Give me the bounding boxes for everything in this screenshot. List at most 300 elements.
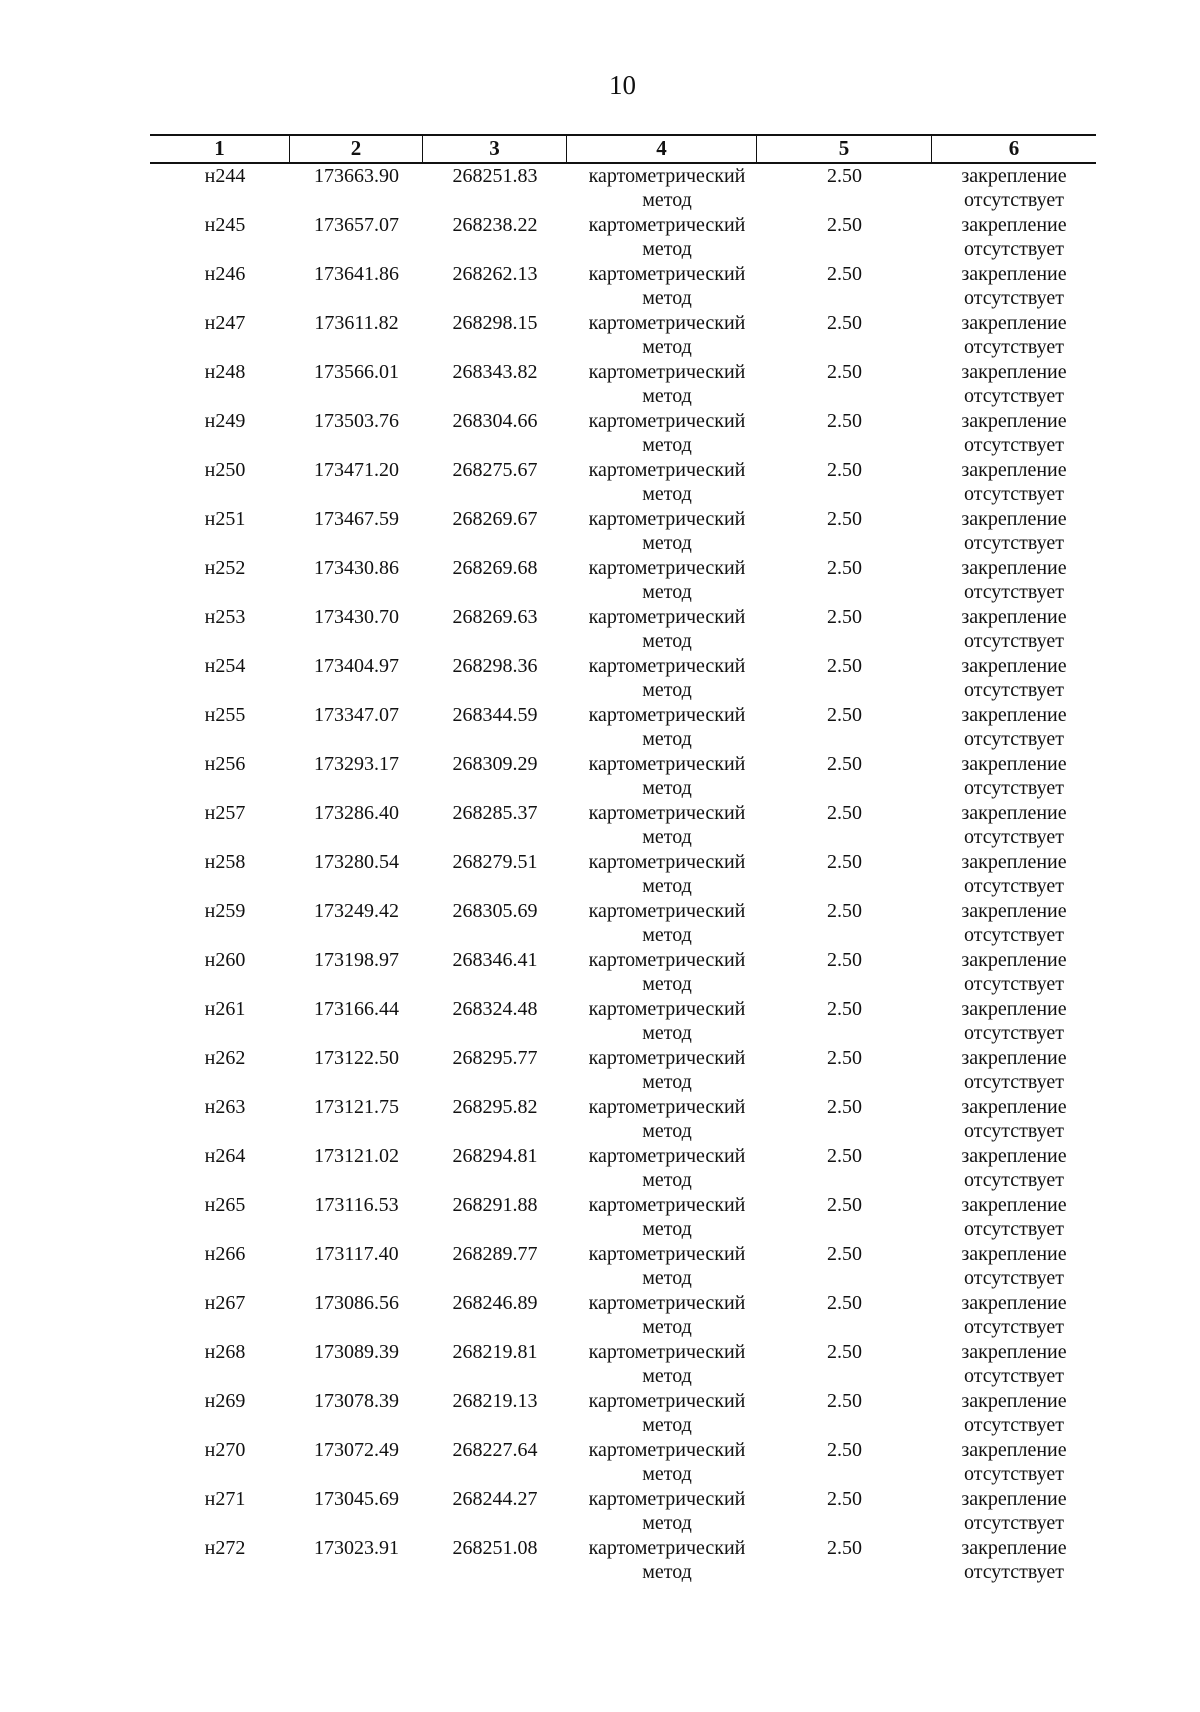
method-cell [567, 605, 757, 654]
fixing-cell [932, 605, 1096, 654]
method-cell [567, 164, 757, 213]
point-text: н262 [204, 1047, 246, 1069]
x-coordinate-text: 173078.39 [314, 1390, 399, 1412]
method-text: метод [642, 238, 692, 260]
point-text: н268 [204, 1341, 246, 1363]
fixing-cell [932, 752, 1096, 801]
method-cell [567, 213, 757, 262]
method-cell [567, 1144, 757, 1193]
method-text: метод [642, 875, 692, 897]
point-cell [150, 997, 290, 1046]
method-text: картометрический [588, 1390, 746, 1412]
x-coordinate-cell [290, 360, 423, 409]
method-text: картометрический [588, 1194, 746, 1216]
method-text: картометрический [588, 1537, 746, 1559]
table-row [150, 458, 1096, 507]
accuracy-text: 2.50 [827, 1145, 862, 1167]
fixing-cell [932, 1536, 1096, 1585]
x-coordinate-text: 173641.86 [314, 263, 399, 285]
method-text: картометрический [588, 753, 746, 775]
table-header [150, 134, 1096, 164]
accuracy-cell [757, 1193, 932, 1242]
x-coordinate-cell [290, 801, 423, 850]
y-coordinate-cell [423, 1438, 567, 1487]
accuracy-text: 2.50 [827, 508, 862, 530]
y-coordinate-text: 268298.15 [452, 312, 538, 334]
point-cell [150, 801, 290, 850]
accuracy-cell [757, 164, 932, 213]
method-cell [567, 1095, 757, 1144]
accuracy-cell [757, 948, 932, 997]
fixing-text: закрепление [961, 851, 1067, 873]
point-text: н246 [204, 263, 246, 285]
fixing-cell [932, 458, 1096, 507]
header-col-6: 6 [1008, 136, 1020, 160]
y-coordinate-text: 268269.63 [452, 606, 538, 628]
method-cell [567, 850, 757, 899]
y-coordinate-text: 268227.64 [452, 1439, 538, 1461]
fixing-cell [932, 899, 1096, 948]
point-text: н271 [204, 1488, 246, 1510]
fixing-cell [932, 654, 1096, 703]
fixing-text: закрепление [961, 263, 1067, 285]
y-coordinate-text: 268285.37 [452, 802, 538, 824]
accuracy-text: 2.50 [827, 655, 862, 677]
y-coordinate-text: 268305.69 [452, 900, 538, 922]
method-cell [567, 409, 757, 458]
fixing-cell [932, 1242, 1096, 1291]
fixing-cell [932, 1438, 1096, 1487]
y-coordinate-cell [423, 850, 567, 899]
method-cell [567, 703, 757, 752]
y-coordinate-text: 268324.48 [452, 998, 538, 1020]
fixing-text: закрепление [961, 753, 1067, 775]
method-text: картометрический [588, 557, 746, 579]
method-cell [567, 1340, 757, 1389]
fixing-text: закрепление [961, 1341, 1067, 1363]
x-coordinate-cell [290, 507, 423, 556]
method-text: метод [642, 1218, 692, 1240]
point-cell [150, 1487, 290, 1536]
fixing-text: отсутствует [963, 287, 1065, 309]
x-coordinate-text: 173117.40 [314, 1243, 399, 1265]
method-text: картометрический [588, 1292, 746, 1314]
fixing-cell [932, 1487, 1096, 1536]
x-coordinate-cell [290, 1095, 423, 1144]
point-cell [150, 948, 290, 997]
y-coordinate-text: 268269.68 [452, 557, 538, 579]
y-coordinate-text: 268246.89 [452, 1292, 538, 1314]
x-coordinate-cell [290, 556, 423, 605]
method-text: картометрический [588, 606, 746, 628]
fixing-cell [932, 997, 1096, 1046]
y-coordinate-text: 268251.83 [452, 165, 538, 187]
fixing-cell [932, 1291, 1096, 1340]
fixing-text: закрепление [961, 949, 1067, 971]
y-coordinate-cell [423, 948, 567, 997]
table-row [150, 213, 1096, 262]
method-text: картометрический [588, 508, 746, 530]
method-text: картометрический [588, 1096, 746, 1118]
fixing-cell [932, 409, 1096, 458]
x-coordinate-text: 173566.01 [314, 361, 399, 383]
table-row [150, 997, 1096, 1046]
x-coordinate-cell [290, 703, 423, 752]
accuracy-text: 2.50 [827, 1096, 862, 1118]
y-coordinate-text: 268289.77 [452, 1243, 538, 1265]
x-coordinate-text: 173122.50 [314, 1047, 399, 1069]
accuracy-cell [757, 1536, 932, 1585]
y-coordinate-cell [423, 507, 567, 556]
method-text: метод [642, 385, 692, 407]
point-cell [150, 1438, 290, 1487]
fixing-cell [932, 850, 1096, 899]
table-row [150, 752, 1096, 801]
point-cell [150, 1340, 290, 1389]
header-col-3: 3 [423, 136, 567, 162]
fixing-text: закрепление [961, 1488, 1067, 1510]
fixing-text: отсутствует [963, 532, 1065, 554]
accuracy-text: 2.50 [827, 1292, 862, 1314]
fixing-text: закрепление [961, 998, 1067, 1020]
x-coordinate-cell [290, 997, 423, 1046]
y-coordinate-cell [423, 654, 567, 703]
fixing-cell [932, 1193, 1096, 1242]
fixing-text: отсутствует [963, 1218, 1065, 1240]
y-coordinate-cell [423, 1487, 567, 1536]
fixing-text: закрепление [961, 1194, 1067, 1216]
table-row [150, 801, 1096, 850]
table-row [150, 1438, 1096, 1487]
accuracy-cell [757, 1095, 932, 1144]
method-text: метод [642, 434, 692, 456]
fixing-text: отсутствует [963, 1120, 1065, 1142]
y-coordinate-cell [423, 899, 567, 948]
point-text: н257 [204, 802, 246, 824]
method-text: картометрический [588, 949, 746, 971]
accuracy-cell [757, 850, 932, 899]
accuracy-cell [757, 654, 932, 703]
y-coordinate-text: 268251.08 [452, 1537, 538, 1559]
accuracy-cell [757, 360, 932, 409]
method-cell [567, 556, 757, 605]
fixing-cell [932, 703, 1096, 752]
fixing-text: отсутствует [963, 1512, 1065, 1534]
x-coordinate-text: 173116.53 [314, 1194, 399, 1216]
method-text: картометрический [588, 214, 746, 236]
y-coordinate-text: 268279.51 [452, 851, 538, 873]
y-coordinate-cell [423, 1242, 567, 1291]
method-text: метод [642, 1316, 692, 1338]
table-row [150, 507, 1096, 556]
table-row [150, 409, 1096, 458]
point-text: н249 [204, 410, 246, 432]
accuracy-text: 2.50 [827, 851, 862, 873]
x-coordinate-cell [290, 1536, 423, 1585]
y-coordinate-cell [423, 1193, 567, 1242]
x-coordinate-cell [290, 1193, 423, 1242]
method-text: метод [642, 1512, 692, 1534]
point-text: н272 [204, 1537, 246, 1559]
method-text: метод [642, 1414, 692, 1436]
y-coordinate-cell [423, 752, 567, 801]
accuracy-text: 2.50 [827, 1439, 862, 1461]
x-coordinate-text: 173023.91 [314, 1537, 399, 1559]
fixing-text: закрепление [961, 606, 1067, 628]
point-text: н270 [204, 1439, 246, 1461]
method-cell [567, 458, 757, 507]
accuracy-text: 2.50 [827, 361, 862, 383]
x-coordinate-cell [290, 1487, 423, 1536]
y-coordinate-cell [423, 360, 567, 409]
fixing-text: отсутствует [963, 924, 1065, 946]
accuracy-cell [757, 1389, 932, 1438]
y-coordinate-text: 268344.59 [452, 704, 538, 726]
y-coordinate-text: 268219.13 [452, 1390, 538, 1412]
table-row [150, 1487, 1096, 1536]
y-coordinate-cell [423, 556, 567, 605]
fixing-text: закрепление [961, 165, 1067, 187]
fixing-cell [932, 311, 1096, 360]
method-text: картометрический [588, 410, 746, 432]
method-cell [567, 899, 757, 948]
table-row [150, 850, 1096, 899]
x-coordinate-text: 173430.70 [314, 606, 399, 628]
x-coordinate-cell [290, 409, 423, 458]
method-text: картометрический [588, 165, 746, 187]
accuracy-cell [757, 1291, 932, 1340]
y-coordinate-cell [423, 311, 567, 360]
fixing-cell [932, 213, 1096, 262]
fixing-text: закрепление [961, 900, 1067, 922]
fixing-text: закрепление [961, 508, 1067, 530]
accuracy-text: 2.50 [827, 998, 862, 1020]
x-coordinate-cell [290, 1340, 423, 1389]
fixing-text: отсутствует [963, 875, 1065, 897]
y-coordinate-cell [423, 605, 567, 654]
point-cell [150, 752, 290, 801]
x-coordinate-text: 173121.02 [314, 1145, 399, 1167]
method-text: метод [642, 973, 692, 995]
point-cell [150, 556, 290, 605]
header-col-2: 2 [290, 136, 423, 162]
y-coordinate-text: 268238.22 [452, 214, 538, 236]
point-text: н269 [204, 1390, 246, 1412]
fixing-text: закрепление [961, 1292, 1067, 1314]
point-text: н263 [204, 1096, 246, 1118]
method-cell [567, 1242, 757, 1291]
fixing-text: отсутствует [963, 1071, 1065, 1093]
fixing-text: закрепление [961, 802, 1067, 824]
table-row [150, 899, 1096, 948]
accuracy-cell [757, 1438, 932, 1487]
x-coordinate-text: 173404.97 [314, 655, 399, 677]
point-cell [150, 1095, 290, 1144]
fixing-text: закрепление [961, 1047, 1067, 1069]
x-coordinate-text: 173503.76 [314, 410, 399, 432]
y-coordinate-text: 268275.67 [452, 459, 538, 481]
fixing-text: отсутствует [963, 1414, 1065, 1436]
point-text: н265 [204, 1194, 246, 1216]
method-text: картометрический [588, 1047, 746, 1069]
accuracy-cell [757, 605, 932, 654]
x-coordinate-text: 173611.82 [314, 312, 399, 334]
method-text: метод [642, 1169, 692, 1191]
fixing-text: отсутствует [963, 1316, 1065, 1338]
method-text: метод [642, 777, 692, 799]
fixing-text: закрепление [961, 557, 1067, 579]
table-body [150, 164, 1096, 1585]
fixing-text: закрепление [961, 1390, 1067, 1412]
x-coordinate-cell [290, 899, 423, 948]
point-cell [150, 899, 290, 948]
y-coordinate-cell [423, 213, 567, 262]
point-cell [150, 311, 290, 360]
method-text: метод [642, 1561, 692, 1583]
x-coordinate-cell [290, 262, 423, 311]
fixing-cell [932, 1389, 1096, 1438]
table-row [150, 556, 1096, 605]
accuracy-text: 2.50 [827, 1341, 862, 1363]
y-coordinate-text: 268298.36 [452, 655, 538, 677]
x-coordinate-cell [290, 948, 423, 997]
fixing-cell [932, 360, 1096, 409]
x-coordinate-text: 173293.17 [314, 753, 399, 775]
accuracy-cell [757, 458, 932, 507]
accuracy-cell [757, 1340, 932, 1389]
point-cell [150, 507, 290, 556]
fixing-text: закрепление [961, 459, 1067, 481]
x-coordinate-text: 173430.86 [314, 557, 399, 579]
fixing-text: отсутствует [963, 679, 1065, 701]
table-row [150, 1389, 1096, 1438]
table-row [150, 360, 1096, 409]
method-cell [567, 311, 757, 360]
accuracy-cell [757, 1144, 932, 1193]
fixing-text: отсутствует [963, 1365, 1065, 1387]
point-cell [150, 213, 290, 262]
fixing-cell [932, 1046, 1096, 1095]
point-text: н251 [204, 508, 246, 530]
method-cell [567, 948, 757, 997]
point-text: н267 [204, 1292, 246, 1314]
accuracy-cell [757, 409, 932, 458]
x-coordinate-cell [290, 1389, 423, 1438]
y-coordinate-cell [423, 1340, 567, 1389]
accuracy-cell [757, 1487, 932, 1536]
method-text: картометрический [588, 851, 746, 873]
fixing-text: закрепление [961, 1439, 1067, 1461]
accuracy-cell [757, 801, 932, 850]
method-cell [567, 752, 757, 801]
fixing-text: закрепление [961, 1537, 1067, 1559]
x-coordinate-text: 173663.90 [314, 165, 399, 187]
accuracy-text: 2.50 [827, 1243, 862, 1265]
x-coordinate-text: 173657.07 [314, 214, 399, 236]
fixing-text: отсутствует [963, 1463, 1065, 1485]
method-cell [567, 1046, 757, 1095]
y-coordinate-cell [423, 1291, 567, 1340]
fixing-text: отсутствует [963, 826, 1065, 848]
y-coordinate-text: 268244.27 [452, 1488, 538, 1510]
fixing-text: закрепление [961, 1096, 1067, 1118]
method-text: метод [642, 1022, 692, 1044]
method-text: метод [642, 581, 692, 603]
fixing-text: закрепление [961, 655, 1067, 677]
table-row [150, 703, 1096, 752]
x-coordinate-cell [290, 605, 423, 654]
fixing-text: отсутствует [963, 777, 1065, 799]
accuracy-text: 2.50 [827, 557, 862, 579]
x-coordinate-cell [290, 458, 423, 507]
method-text: картометрический [588, 1243, 746, 1265]
point-cell [150, 1536, 290, 1585]
accuracy-cell [757, 703, 932, 752]
fixing-text: отсутствует [963, 728, 1065, 750]
method-cell [567, 360, 757, 409]
fixing-text: отсутствует [963, 1267, 1065, 1289]
accuracy-text: 2.50 [827, 704, 862, 726]
header-col-5: 5 [757, 136, 932, 162]
point-cell [150, 605, 290, 654]
fixing-cell [932, 556, 1096, 605]
method-text: метод [642, 1365, 692, 1387]
method-text: метод [642, 532, 692, 554]
header-col-1: 1 [150, 136, 290, 162]
point-text: н264 [204, 1145, 246, 1167]
x-coordinate-cell [290, 850, 423, 899]
method-text: метод [642, 1120, 692, 1142]
point-text: н253 [204, 606, 246, 628]
table-row [150, 262, 1096, 311]
table-row [150, 1095, 1096, 1144]
x-coordinate-cell [290, 1438, 423, 1487]
method-cell [567, 507, 757, 556]
accuracy-text: 2.50 [827, 1488, 862, 1510]
y-coordinate-cell [423, 1389, 567, 1438]
y-coordinate-text: 268219.81 [452, 1341, 538, 1363]
point-text: н254 [204, 655, 246, 677]
y-coordinate-cell [423, 703, 567, 752]
x-coordinate-text: 173121.75 [314, 1096, 399, 1118]
fixing-cell [932, 164, 1096, 213]
point-text: н261 [204, 998, 246, 1020]
coordinates-table [150, 134, 1096, 1585]
header-col-4: 4 [567, 136, 757, 162]
method-cell [567, 1389, 757, 1438]
y-coordinate-text: 268291.88 [452, 1194, 538, 1216]
table-row [150, 654, 1096, 703]
accuracy-text: 2.50 [827, 606, 862, 628]
fixing-cell [932, 1340, 1096, 1389]
point-text: н245 [204, 214, 246, 236]
fixing-text: отсутствует [963, 336, 1065, 358]
method-text: метод [642, 336, 692, 358]
accuracy-cell [757, 752, 932, 801]
point-text: н259 [204, 900, 246, 922]
accuracy-cell [757, 311, 932, 360]
accuracy-text: 2.50 [827, 802, 862, 824]
method-text: картометрический [588, 263, 746, 285]
method-text: картометрический [588, 802, 746, 824]
table-row [150, 1536, 1096, 1585]
point-text: н260 [204, 949, 246, 971]
x-coordinate-cell [290, 654, 423, 703]
point-cell [150, 164, 290, 213]
method-text: картометрический [588, 1488, 746, 1510]
method-text: метод [642, 287, 692, 309]
fixing-text: отсутствует [963, 483, 1065, 505]
